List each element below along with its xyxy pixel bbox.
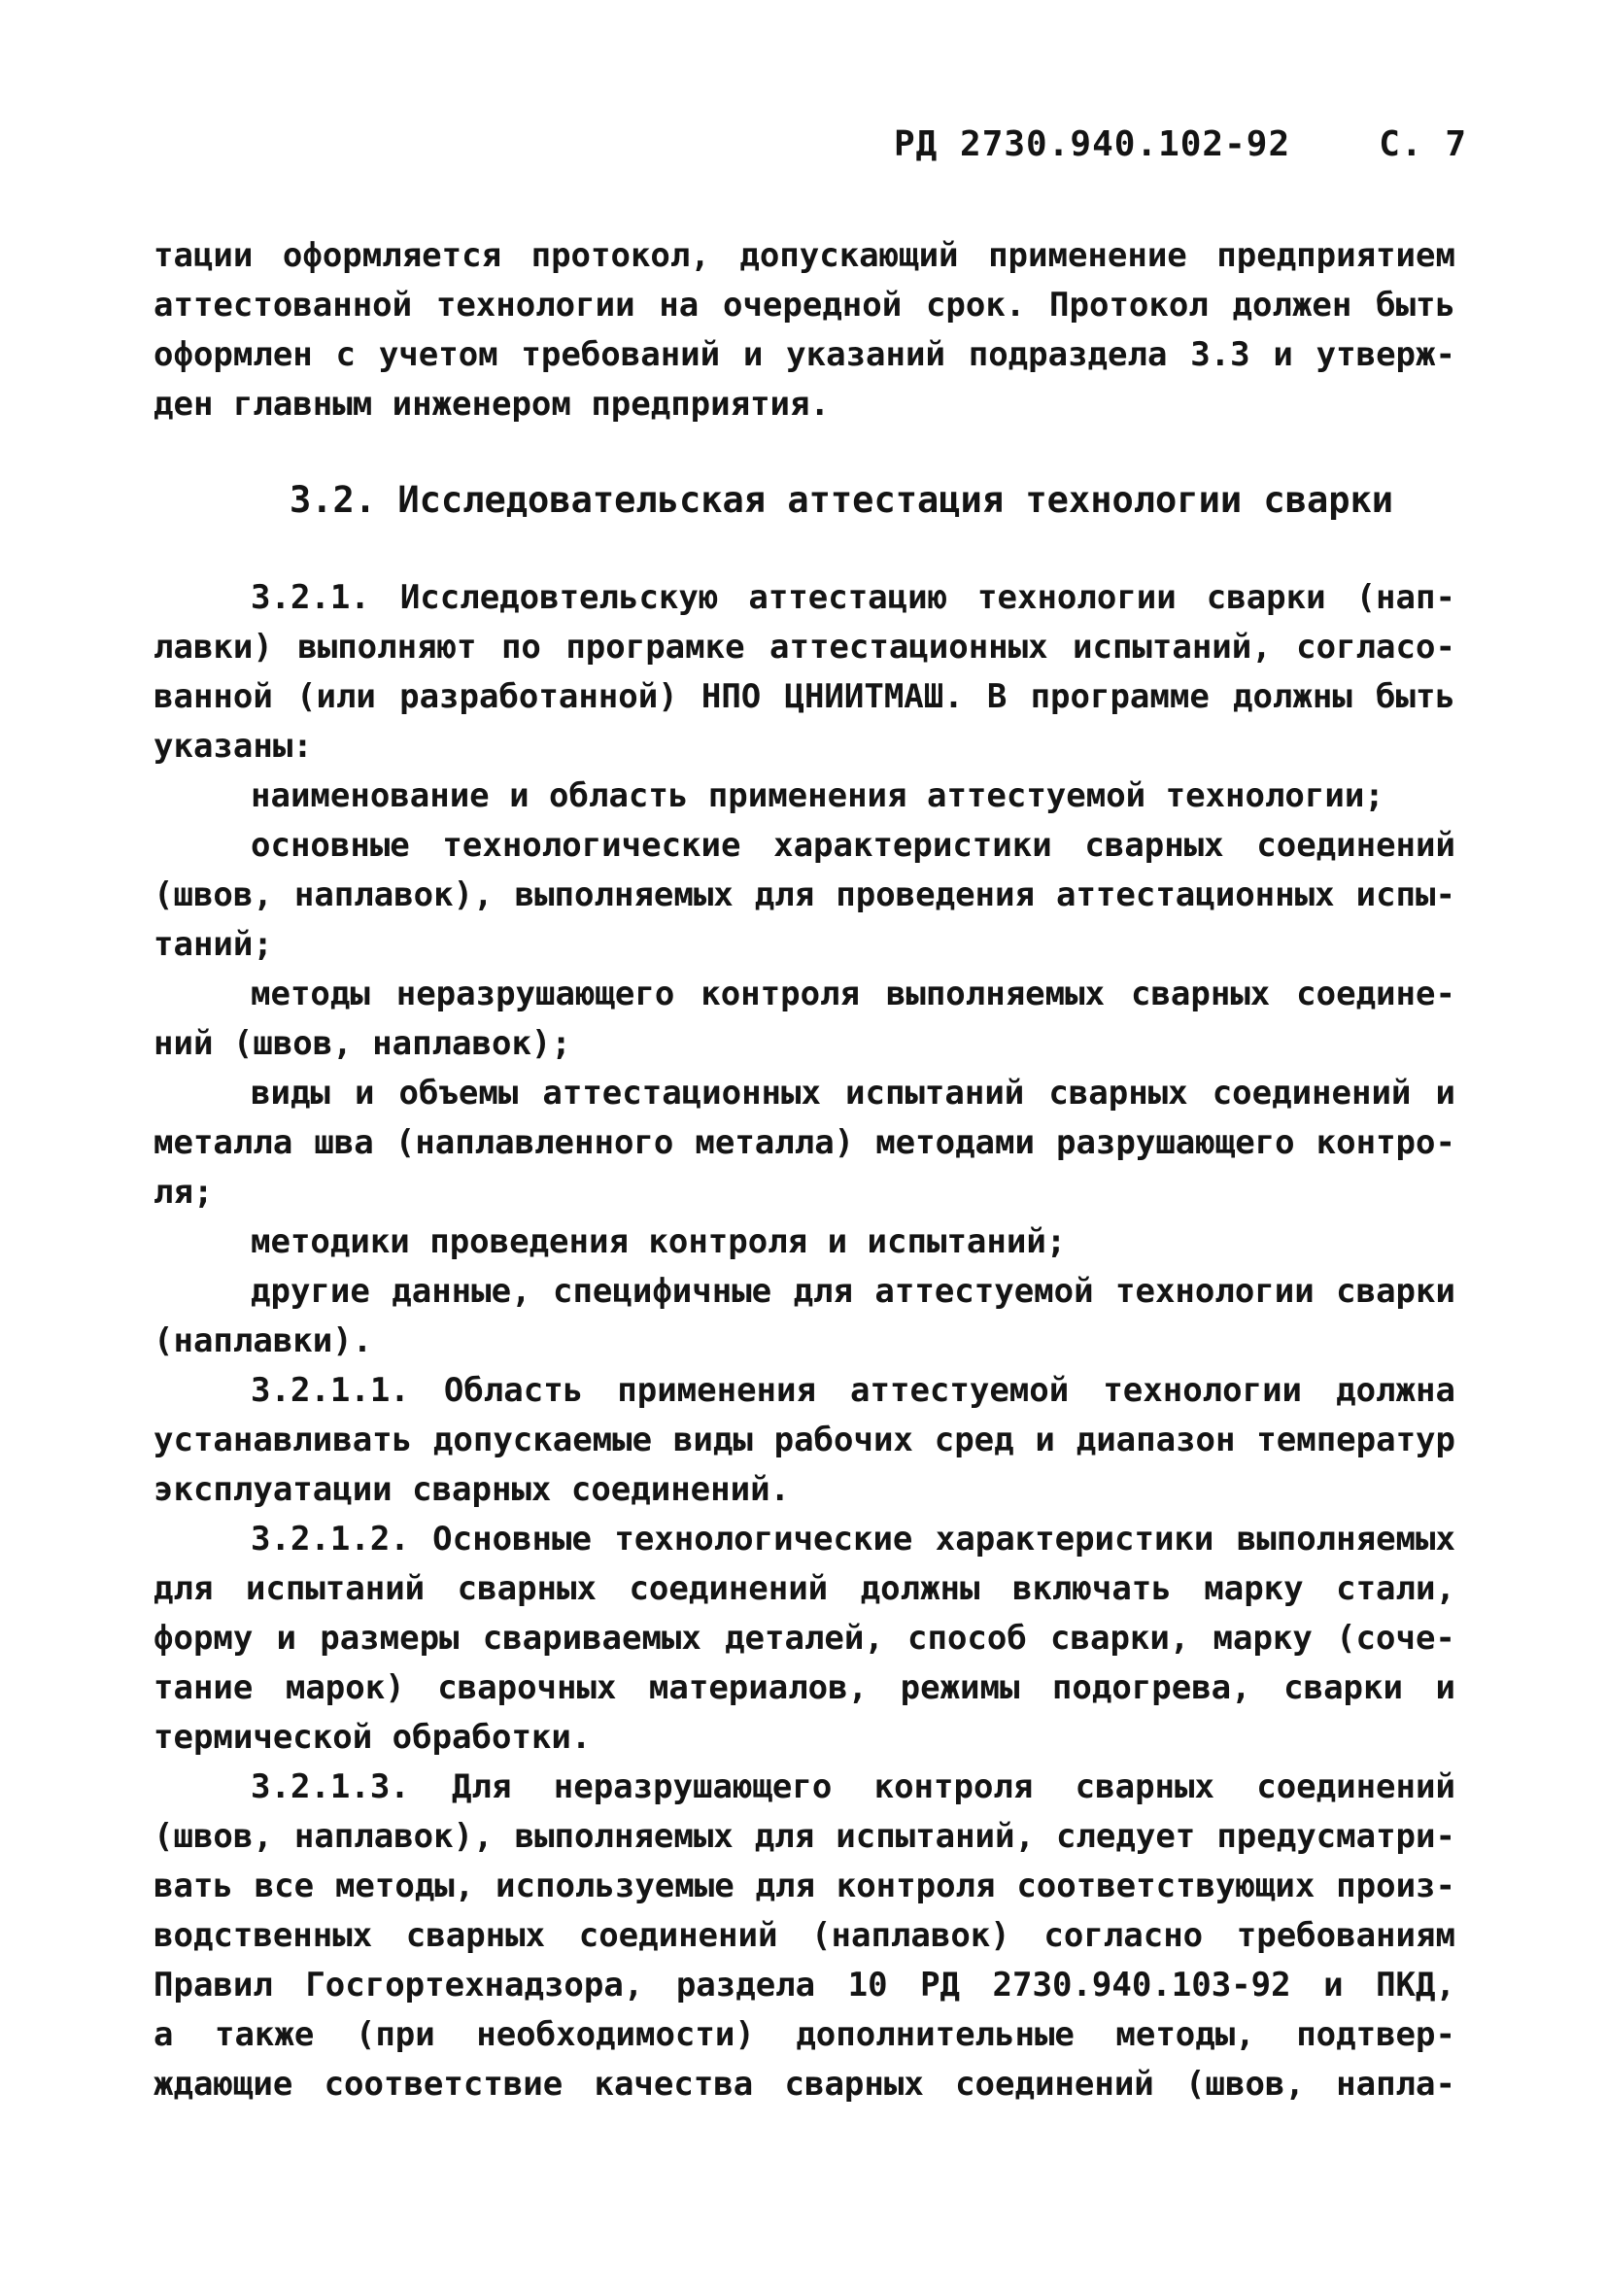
text-line: виды и объемы аттестационных испытаний сварных соединений и — [251, 1074, 1455, 1113]
text-line: лавки) выполняют по програмке аттестационных испытаний, согласо- — [154, 628, 1455, 667]
text-line: (наплавки). — [154, 1321, 373, 1360]
text-line: тание марок) сварочных материалов, режимы подогрева, сварки и — [154, 1668, 1455, 1707]
page-header — [894, 124, 1467, 173]
text-line: таний; — [154, 925, 273, 964]
text-line: для испытаний сварных соединений должны включать марку стали, — [154, 1569, 1455, 1608]
text-line: 3.2.1. Исследовтельскую аттестацию технологии сварки (нап- — [251, 578, 1455, 617]
text-line: форму и размеры свариваемых деталей, способ сварки, марку (соче- — [154, 1619, 1455, 1658]
document-body — [154, 231, 1455, 2109]
text-line: эксплуатации сварных соединений. — [154, 1470, 791, 1509]
text-line: 3.2.1.3. Для неразрушающего контроля сварных соединений — [251, 1767, 1455, 1806]
text-line: 3.2.1.1. Область применения аттестуемой технологии должна — [251, 1371, 1455, 1410]
text-line: наименование и область применения аттестуемой технологии; — [251, 776, 1384, 815]
text-line: вать все методы, используемые для контроля соответствующих произ- — [154, 1867, 1455, 1905]
text-line: методы неразрушающего контроля выполняемых сварных соедине- — [251, 975, 1455, 1013]
text-line: термической обработки. — [154, 1718, 592, 1757]
text-line: указаны: — [154, 727, 313, 766]
text-line: методики проведения контроля и испытаний; — [251, 1222, 1067, 1261]
text-line: ден главным инженером предприятия. — [154, 385, 830, 424]
text-line: тации оформляется протокол, допускающий применение предприятием — [154, 236, 1455, 275]
text-line: другие данные, специфичные для аттестуемой технологии сварки — [251, 1272, 1455, 1311]
text-line: металла шва (наплавленного металла) методами разрушающего контро- — [154, 1123, 1455, 1162]
text-line: Правил Госгортехнадзора, раздела 10 РД 2730.940.103-92 и ПКД, — [154, 1966, 1455, 2005]
text-line: устанавливать допускаемые виды рабочих сред и диапазон температур — [154, 1421, 1455, 1459]
text-line: аттестованной технологии на очередной срок. Протокол должен быть — [154, 286, 1455, 325]
text-line: основные технологические характеристики сварных соединений — [251, 826, 1455, 865]
page-number: С. 7 — [1379, 124, 1467, 164]
text-line: а также (при необходимости) дополнительные методы, подтвер- — [154, 2015, 1455, 2054]
text-line: ждающие соответствие качества сварных соединений (швов, напла- — [154, 2065, 1455, 2104]
text-line: ля; — [154, 1173, 214, 1212]
text-line: (швов, наплавок), выполняемых для проведения аттестационных испы- — [154, 875, 1455, 914]
text-line: ний (швов, наплавок); — [154, 1024, 571, 1063]
text-line: (швов, наплавок), выполняемых для испытаний, следует предусматри- — [154, 1817, 1455, 1856]
text-line: ванной (или разработанной) НПО ЦНИИТМАШ. В программе должны быть — [154, 677, 1455, 716]
paragraph-continuation — [154, 231, 1455, 429]
section-3-2-1-text — [154, 573, 1455, 2109]
text-line: 3.2.1.2. Основные технологические характеристики выполняемых — [251, 1520, 1455, 1559]
section-heading: 3.2. Исследовательская аттестация технологии сварки — [290, 479, 1394, 521]
text-line: водственных сварных соединений (наплавок) согласно требованиям — [154, 1916, 1455, 1955]
document-code: РД 2730.940.102-92 — [894, 124, 1291, 164]
text-line: оформлен с учетом требований и указаний подраздела 3.3 и утверж- — [154, 335, 1455, 374]
